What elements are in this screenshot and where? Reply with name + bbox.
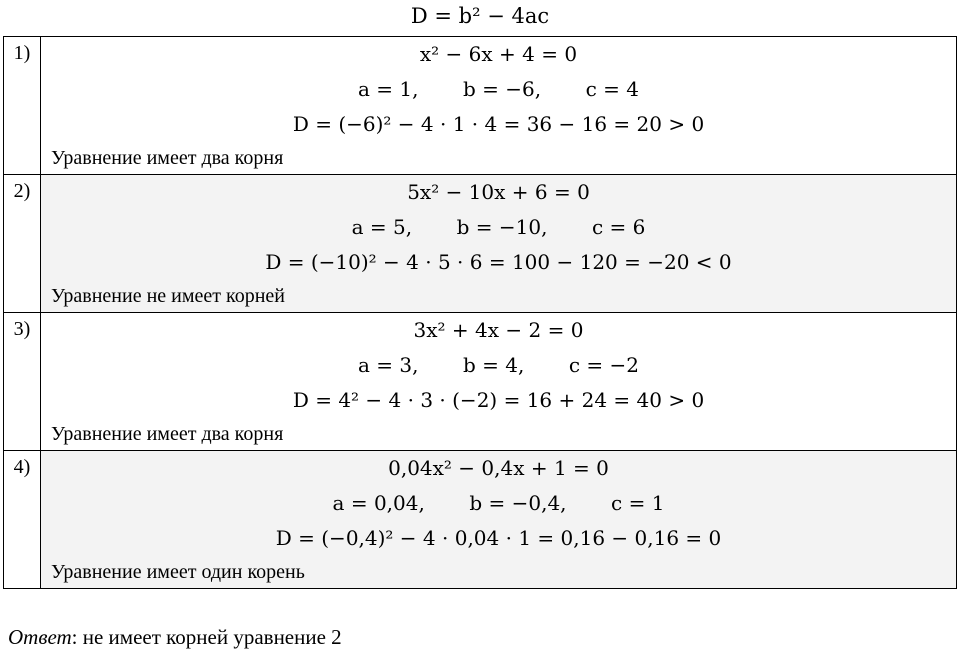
row-number: 3) [4,313,41,451]
coefficients: a = 3, b = 4, c = −2 [358,353,639,377]
table-row [4,313,957,451]
equation: x² − 6x + 4 = 0 [419,42,578,66]
coefficients: a = 5, b = −10, c = 6 [351,215,646,239]
row-number: 4) [4,451,41,589]
row-number: 2) [4,175,41,313]
row-number: 1) [4,37,41,175]
equation: 5x² − 10x + 6 = 0 [407,180,590,204]
table-row [4,37,957,175]
conclusion: Уравнение имеет два корня [51,423,284,445]
row-content [41,313,957,451]
table-row [4,451,957,589]
answer-line [8,623,342,651]
table-row [4,175,957,313]
conclusion: Уравнение не имеет корней [51,285,286,307]
answer-label: Ответ [8,625,72,649]
solutions-table [3,36,957,589]
equation: 3x² + 4x − 2 = 0 [413,318,584,342]
coefficients: a = 1, b = −6, c = 4 [358,77,639,101]
row-content [41,37,957,175]
conclusion: Уравнение имеет один корень [51,561,305,583]
coefficients: a = 0,04, b = −0,4, c = 1 [332,491,665,515]
equation: 0,04x² − 0,4x + 1 = 0 [388,456,609,480]
answer-text: : не имеет корней уравнение 2 [71,625,342,649]
row-content [41,175,957,313]
discriminant: D = (−10)² − 4 · 5 · 6 = 100 − 120 = −20 < 0 [265,250,732,274]
discriminant-formula: D = b² − 4ac [410,4,550,28]
discriminant: D = 4² − 4 · 3 · (−2) = 16 + 24 = 40 > 0 [292,388,705,412]
discriminant: D = (−0,4)² − 4 · 0,04 · 1 = 0,16 − 0,16 = 0 [275,526,722,550]
row-content [41,451,957,589]
discriminant: D = (−6)² − 4 · 1 · 4 = 36 − 16 = 20 > 0 [292,112,705,136]
conclusion: Уравнение имеет два корня [51,147,284,169]
